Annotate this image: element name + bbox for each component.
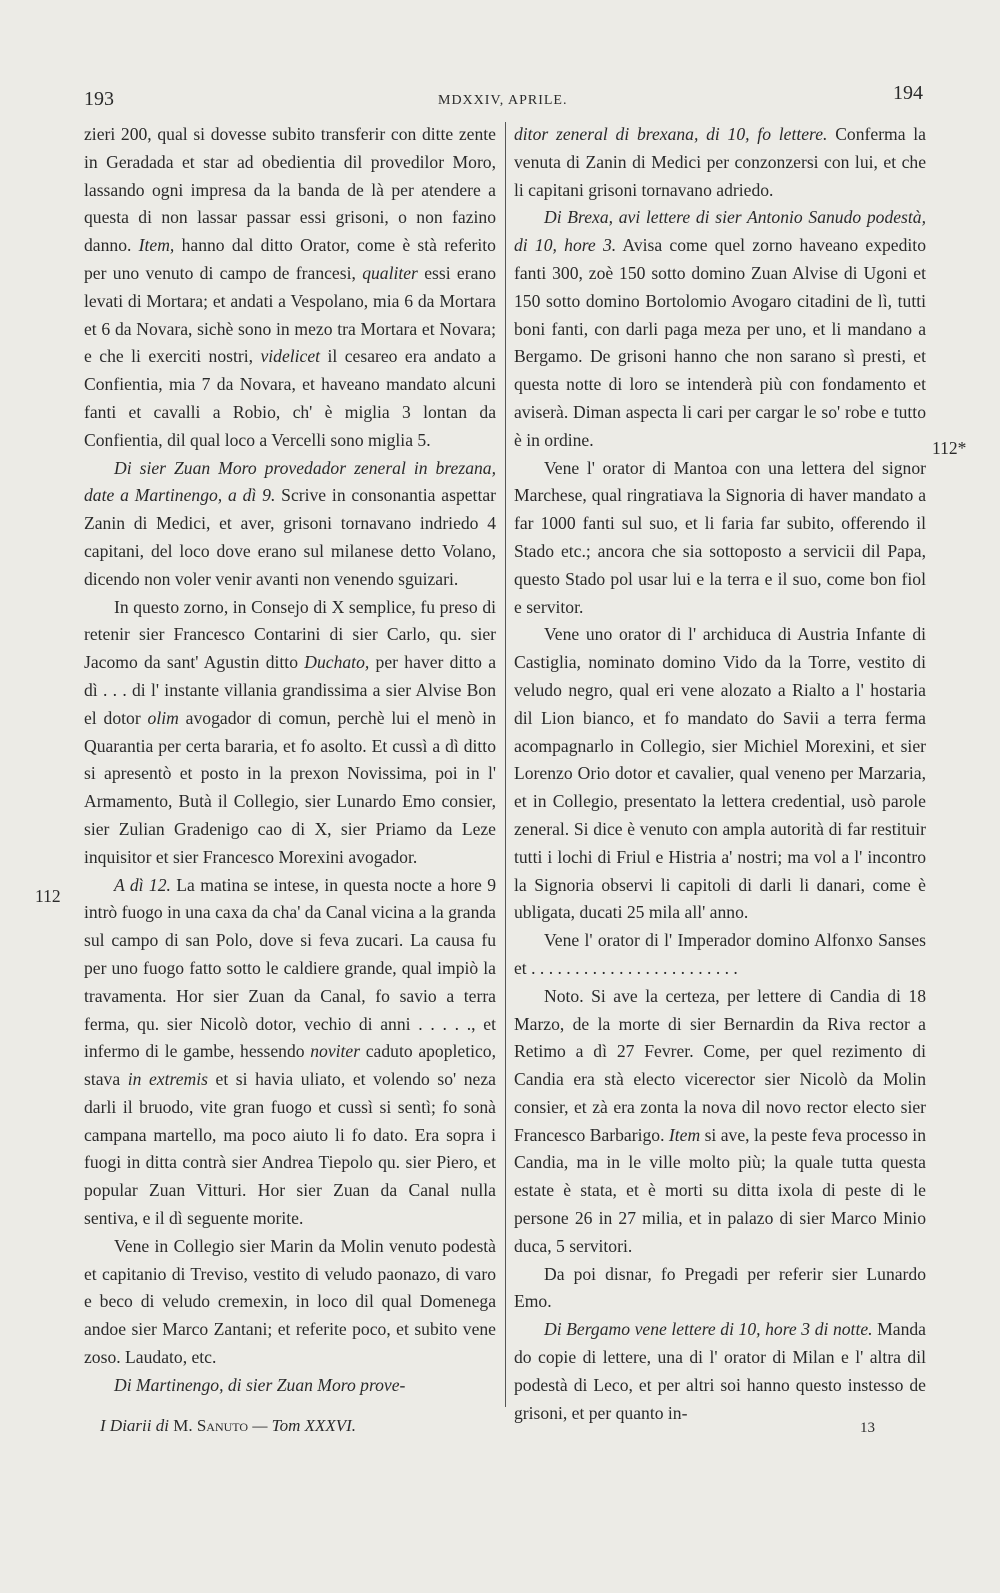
text-run: et si havia uliato, et volendo so' neza darli il bruodo, vite gran fuogo et cussì si sentì; fo sonà campana martello, ma poco aiuto li fo dato. Era sopra i fuogi in ditta contrà sier Andrea Tiepolo qu. sier Piero, et popular Zuan Vitturi. Hor sier Zuan da Canal nulla sentiva, e il dì seguente morite. xyxy=(84,1069,496,1229)
text-run: Manda do copie di lettere, una di l' orator di Milan e l' altra dil podestà di Leco, et per altri soi hanno questo instesso de grisoni, et per quanto in- xyxy=(514,1319,926,1423)
column-divider xyxy=(505,122,506,1407)
running-title: MDXXIV, APRILE. xyxy=(438,93,568,108)
italic-text: A dì 12. xyxy=(114,874,171,895)
footer-title: I Diarii di xyxy=(100,1416,169,1435)
italic-text: olim xyxy=(147,707,179,728)
text-run: avogador di comun, perchè lui el menò in Quarantia per certa bararia, et fo asolto. Et cussì a dì ditto si apresentò et posto in la prexon Novissima, poi in l' Armamento, Butà il Collegio, sier Lunardo Emo consier, sier Zulian Gradenigo cao di X, sier Priamo da Leze inquisitor et sier Francesco Morexini avogador. xyxy=(84,707,496,867)
italic-text: noviter xyxy=(310,1041,361,1062)
right-margin-note: 112* xyxy=(932,438,967,458)
left-margin-note: 112 xyxy=(35,886,61,906)
text-run: il cesareo era andato a Confientia, mia 7 da Novara, et haveano mandato alcuni fanti et cavalli a Robio, ch' è miglia 3 lontan da Confientia, dil qual loco a Vercelli sono miglia 5. xyxy=(84,346,496,450)
italic-text: ditor zeneral di brexana, di 10, fo lettere. xyxy=(514,124,828,144)
italic-text: Item xyxy=(668,1124,701,1145)
paragraph xyxy=(514,927,926,983)
text-run: In questo zorno, in Consejo di X semplice, fu preso di retenir sier Francesco Contarini di sier Carlo, qu. sier Jacomo da sant' Agustin ditto xyxy=(84,596,496,673)
paragraph xyxy=(514,1316,926,1427)
paragraph xyxy=(514,621,926,927)
text-run: Da poi disnar, fo Pregadi per referir sier Lunardo Emo. xyxy=(514,1263,926,1312)
italic-text: Di sier Zuan Moro provedador zeneral in brezana, date a Martinengo, a dì 9. xyxy=(84,457,496,506)
footer-volume: — Tom XXXVI. xyxy=(252,1416,357,1435)
italic-text: Di Martinengo, di sier Zuan Moro prove- xyxy=(114,1374,406,1395)
right-page-number: 194 xyxy=(893,82,923,104)
text-run: zieri 200, qual si dovesse subito transferir con ditte zente in Geradada et star ad obedientia dil provedilor Moro, lassando ogni impresa da la banda de là per atendere a questa di non lassar passar essi grisoni, o non fazino danno. xyxy=(84,124,496,256)
text-run: hanno dal ditto Orator, come è stà referito per uno venuto di campo de francesi, xyxy=(84,235,496,283)
text-run: caduto apopletico, stava xyxy=(84,1041,496,1090)
paragraph xyxy=(514,983,926,1261)
text-run: Vene l' orator di l' Imperador domino Alfonxo Sanses et . . . . . . . . . . . . . . . . . . . . . . . . xyxy=(514,930,926,978)
text-run: Avisa come quel zorno haveano expedito fanti 300, zoè 150 sotto domino Zuan Alvise di Ugoni et 150 sotto domino Bortolomio Avogaro citadini de lì, tutti boni fanti, con darli paga meza per uno, et li mandano a Bergamo. De grisoni hanno che non sarano sì presti, et questa notte di loro se intenderà più con fondamento et aviserà. Diman aspecta li cari per cargar le so' robe e tutto è in ordine. xyxy=(514,235,926,450)
text-run: per haver ditto a dì . . . di l' instante villania grandissima a sier Alvise Bon el dotor xyxy=(84,652,497,728)
text-run: Conferma la venuta di Zanin di Medici per conzonzersi con lui, et che li capitani grisoni tornavano adriedo. xyxy=(514,124,926,200)
footer-line xyxy=(100,1416,356,1436)
left-page-number: 193 xyxy=(84,88,114,110)
italic-text: Item, xyxy=(138,235,175,256)
italic-text: in extremis xyxy=(127,1069,208,1090)
left-column xyxy=(84,121,496,1400)
text-run: si ave, la peste feva processo in Candia, ma in le ville molto più; la quale tutta questa estate è stata, et è morti su ditta ixola di peste di le persone 26 in 27 milia, et in palazo di sier Marco Minio duca, 5 servitori. xyxy=(514,1124,926,1256)
text-run: Vene l' orator di Mantoa con una lettera del signor Marchese, qual ringratiava la Signoria di haver mandato a far 1000 fanti sul suo, et li faria far subito, offerendo il Stado etc.; ancora che sia sottoposto a servicii dil Papa, questo Stado pol usar lui e la terra e il suo, come bon fiol e servitor. xyxy=(514,457,926,617)
italic-text: Di Bergamo vene lettere di 10, hore 3 di notte. xyxy=(544,1319,873,1340)
text-run: Vene uno orator di l' archiduca di Austria Infante di Castiglia, nominato domino Vido da la Torre, vestito di veludo negro, qual eri vene alozato a Rialto a l' hostaria dil Lion bianco, et fo mandato do Savii a terra ferma acompagnarlo in Collegio, sier Michiel Morexini, et sier Lorenzo Orio dotor et cavalier, qual veneno per Marzaria, et in Collegio, presentato la lettera credential, usò parole zeneral. Si dice è venuto con ampla autorità di far restituir tutti i lochi di Friul e Histria a' nostri; ma vol a l' incontro la Signoria observi li capitoli di darli li danari, come è ubligata, ducati 25 mila all' anno. xyxy=(514,624,926,923)
paragraph xyxy=(84,594,496,872)
paragraph xyxy=(84,121,496,455)
paragraph xyxy=(514,455,926,622)
text-run: Scrive in consonantia aspettar Zanin di Medici, et aver, grisoni tornavano indriedo 4 capitani, del loco dove erano sul milanese detto Volano, dicendo non voler venir avanti non venendo sguizari. xyxy=(84,485,496,589)
paragraph xyxy=(514,121,926,204)
right-column xyxy=(514,121,926,1427)
text-run: Noto. Si ave la certeza, per lettere di Candia di 18 Marzo, de la morte di sier Bernardin da Riva rector a Retimo a dì 27 Fevrer. Come, per quel rezimento di Candia era stà electo vicerector sier Nicolò da Molin consier, et zà era zonta la nova dil novo rector electo sier Francesco Barbarigo. xyxy=(514,985,926,1145)
footer-author: M. Sanuto xyxy=(173,1416,249,1435)
text-run: essi erano levati di Mortara; et andati a Vespolano, mia 6 da Mortara et 6 da Novara, sichè sono in mezo tra Mortara et Novara; e che li exerciti nostri, xyxy=(84,262,496,367)
text-run: La matina se intese, in questa nocte a hore 9 intrò fuogo in una caxa da cha' da Canal vicina a la granda sul campo di san Polo, dove si feva zucari. La causa fu per uno fuogo fatto sotto le caldiere grande, qual impiò la travamenta. Hor sier Zuan da Canal, fo savio a terra ferma, qu. sier Nicolò dotor, vechio di anni . . . . ., et infermo di le gambe, hessendo xyxy=(84,874,497,1062)
text-run: Vene in Collegio sier Marin da Molin venuto podestà et capitanio di Treviso, vestito di veludo paonazo, di varo e beco di veludo cremexin, in loco dil qual Domenega andoe sier Marco Zantani; et referite poco, et subito vene zoso. Laudato, etc. xyxy=(84,1235,496,1368)
italic-text: videlicet xyxy=(260,346,321,367)
paragraph xyxy=(514,204,926,454)
paragraph xyxy=(84,455,496,594)
signature-mark: 13 xyxy=(860,1420,875,1436)
paragraph xyxy=(514,1261,926,1317)
italic-text: Duchato, xyxy=(304,652,370,673)
italic-text: Di Brexa, avi lettere di sier Antonio Sanudo podestà, di 10, hore 3. xyxy=(514,207,926,256)
paragraph xyxy=(84,1372,496,1400)
paragraph xyxy=(84,872,496,1233)
italic-text: qualiter xyxy=(362,262,418,283)
paragraph xyxy=(84,1233,496,1372)
